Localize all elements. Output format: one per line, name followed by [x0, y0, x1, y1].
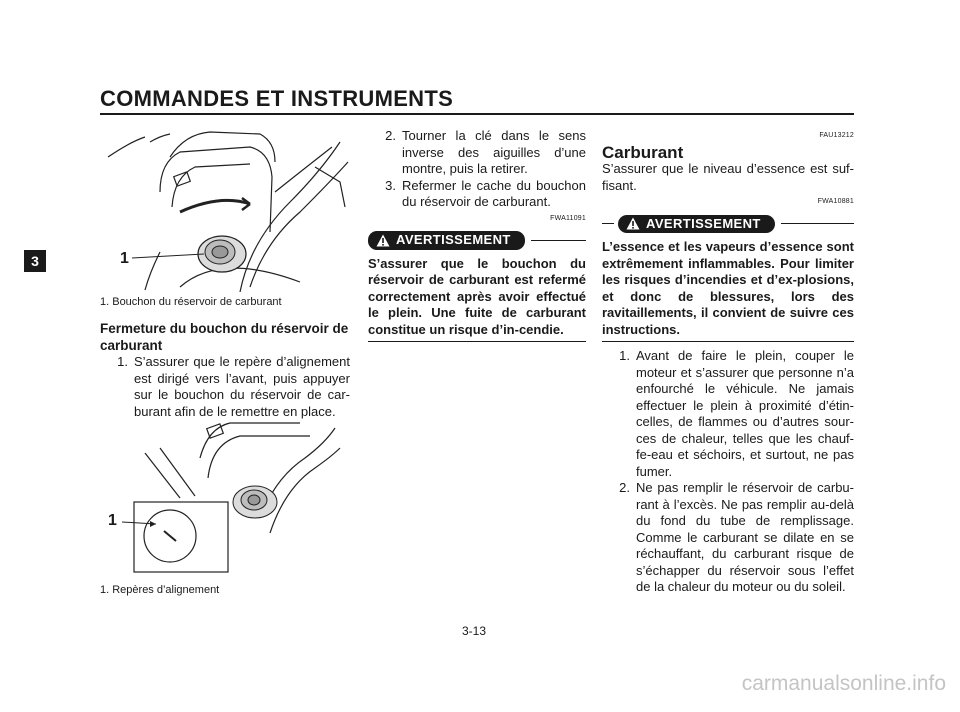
step-text: Avant de faire le plein, couper le moteur et s’assurer que personne n’a enfourché le véhicule. Ne jamais effectuer le plein à proximité d’étin-celles, de flammes ou d’autres sour-ces de chaleur, telles que les chauf-fe-eau et séchoirs, et surtout, ne pas fumer. — [636, 348, 854, 479]
step-number: 1. — [619, 348, 630, 363]
section-subhead: Fermeture du bouchon du réservoir de carburant — [100, 321, 349, 353]
figure2-callout: 1 — [108, 512, 117, 529]
section-heading: Carburant — [602, 142, 684, 162]
warning-rule — [531, 240, 586, 241]
step-number: 2. — [385, 128, 396, 143]
reference-code: FAU13212 — [819, 132, 854, 139]
list-item — [602, 480, 854, 596]
watermark: carmanualsonline.info — [741, 672, 946, 695]
warning-rule — [781, 223, 854, 224]
warning-label-box — [618, 215, 775, 234]
list-item — [100, 354, 350, 420]
step-text: Refermer le cache du bouchon du réservoir de carburant. — [402, 177, 586, 209]
column-1 — [100, 320, 350, 420]
warning-label: AVERTISSEMENT — [646, 215, 761, 231]
step-text: Ne pas remplir le réservoir de carbu-rant à l’excès. Ne pas remplir au-delà du fond du tube de remplissage. Comme le carburant se dilate en se réchauffant, du carburant risque de s’échapper du réservoir sous l’effet de la chaleur du moteur ou du soleil. — [636, 480, 854, 594]
warning-icon — [376, 234, 390, 247]
reference-code: FWA11091 — [550, 214, 586, 222]
warning-label: AVERTISSEMENT — [396, 232, 511, 247]
warning-banner — [368, 231, 586, 250]
column-3 — [602, 128, 854, 596]
figure1-callout: 1 — [120, 250, 129, 267]
list-item — [368, 128, 586, 178]
header-rule — [100, 113, 854, 115]
reference-code: FWA10881 — [817, 198, 854, 205]
list-item — [368, 178, 586, 211]
figure-fuel-cap-illustration — [100, 122, 350, 292]
chapter-tab: 3 — [24, 250, 46, 272]
column-2 — [368, 128, 586, 342]
warning-end-rule — [602, 341, 854, 342]
step-number: 3. — [385, 177, 396, 193]
warning-banner — [602, 215, 854, 234]
warning-text: S’assurer que le bouchon du réservoir de carburant est refermé correctement après avoir effectué le plein. Une fuite de carburant constitue un risque d’in-cendie. — [368, 255, 586, 337]
step-text: S’assurer que le repère d’alignement est dirigé vers l’avant, puis appuyer sur le bouchon du réservoir de car-burant afin de le remettre en place. — [134, 354, 350, 419]
step-number: 1. — [117, 354, 128, 369]
figure-alignment-marks-illustration — [100, 418, 350, 578]
step-number: 2. — [619, 480, 630, 495]
list-item — [602, 348, 854, 480]
warning-end-rule — [368, 341, 586, 342]
warning-text: L’essence et les vapeurs d’essence sont extrêmement inflammables. Pour limiter les risques d’incendies et d’ex-plosions, et donc de blessures, lors des ravitaillements, il convient de suivre ces instructions. — [602, 239, 854, 337]
warning-rule-left — [602, 223, 614, 224]
intro-text: S’assurer que le niveau d’essence est suf-fisant. — [602, 161, 854, 193]
warning-label-box — [368, 231, 525, 250]
page-number: 3-13 — [462, 624, 487, 638]
figure2-caption: 1. Repères d’alignement — [100, 584, 220, 596]
figure1-caption: 1. Bouchon du réservoir de carburant — [100, 296, 282, 308]
step-text: Tourner la clé dans le sens inverse des aiguilles d’une montre, puis la retirer. — [402, 128, 586, 176]
page-header-title: COMMANDES ET INSTRUMENTS — [100, 86, 454, 111]
warning-icon — [626, 217, 640, 230]
